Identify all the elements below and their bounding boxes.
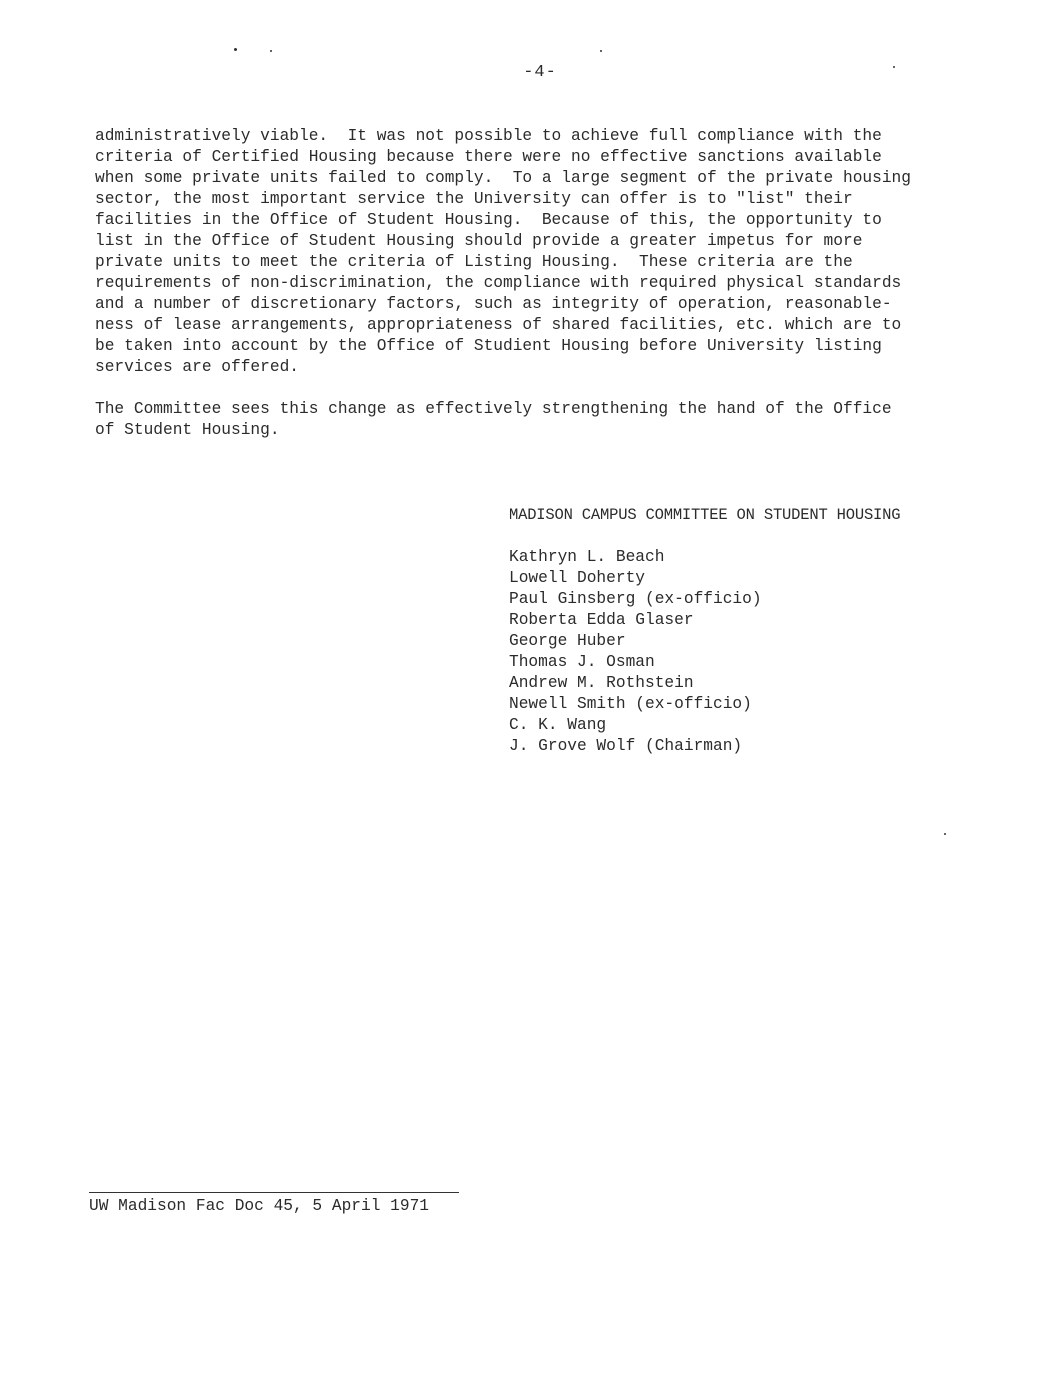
text-line: requirements of non-discrimination, the compliance with required physical standards (95, 274, 902, 292)
committee-member: Lowell Doherty (509, 569, 645, 587)
page-number: -4- (523, 63, 557, 82)
text-line: be taken into account by the Office of Studient Housing before University listing (95, 337, 882, 355)
text-line: list in the Office of Student Housing should provide a greater impetus for more (95, 232, 863, 250)
text-line: criteria of Certified Housing because there were no effective sanctions available (95, 148, 882, 166)
text-line: facilities in the Office of Student Housing. Because of this, the opportunity to (95, 211, 882, 229)
scan-speck (944, 833, 946, 835)
text-line: The Committee sees this change as effectively strengthening the hand of the Office (95, 400, 892, 418)
document-footer: UW Madison Fac Doc 45, 5 April 1971 (89, 1192, 459, 1215)
paragraph-listing-housing (95, 126, 975, 378)
text-line: ness of lease arrangements, appropriateness of shared facilities, etc. which are to (95, 316, 902, 334)
committee-member: Roberta Edda Glaser (509, 611, 694, 629)
committee-member: George Huber (509, 632, 626, 650)
text-line: and a number of discretionary factors, such as integrity of operation, reasonable- (95, 295, 892, 313)
committee-member: Kathryn L. Beach (509, 548, 665, 566)
committee-member: Paul Ginsberg (ex-officio) (509, 590, 762, 608)
scan-speck (893, 66, 895, 68)
body-text (95, 126, 975, 462)
text-line: when some private units failed to comply. To a large segment of the private housing (95, 169, 911, 187)
committee-member: J. Grove Wolf (Chairman) (509, 737, 743, 755)
scan-speck (600, 50, 602, 52)
committee-member: Thomas J. Osman (509, 653, 655, 671)
committee-signature-block (509, 505, 1029, 757)
scan-speck (270, 50, 272, 52)
text-line: services are offered. (95, 358, 299, 376)
text-line: of Student Housing. (95, 421, 280, 439)
text-line: sector, the most important service the University can offer is to "list" their (95, 190, 853, 208)
committee-heading: MADISON CAMPUS COMMITTEE ON STUDENT HOUSING (509, 506, 901, 524)
committee-member: C. K. Wang (509, 716, 607, 734)
committee-member: Newell Smith (ex-officio) (509, 695, 752, 713)
paragraph-committee-view (95, 399, 975, 441)
text-line: administratively viable. It was not possible to achieve full compliance with the (95, 127, 882, 145)
committee-member: Andrew M. Rothstein (509, 674, 694, 692)
text-line: private units to meet the criteria of Listing Housing. These criteria are the (95, 253, 853, 271)
scan-speck (234, 48, 237, 51)
